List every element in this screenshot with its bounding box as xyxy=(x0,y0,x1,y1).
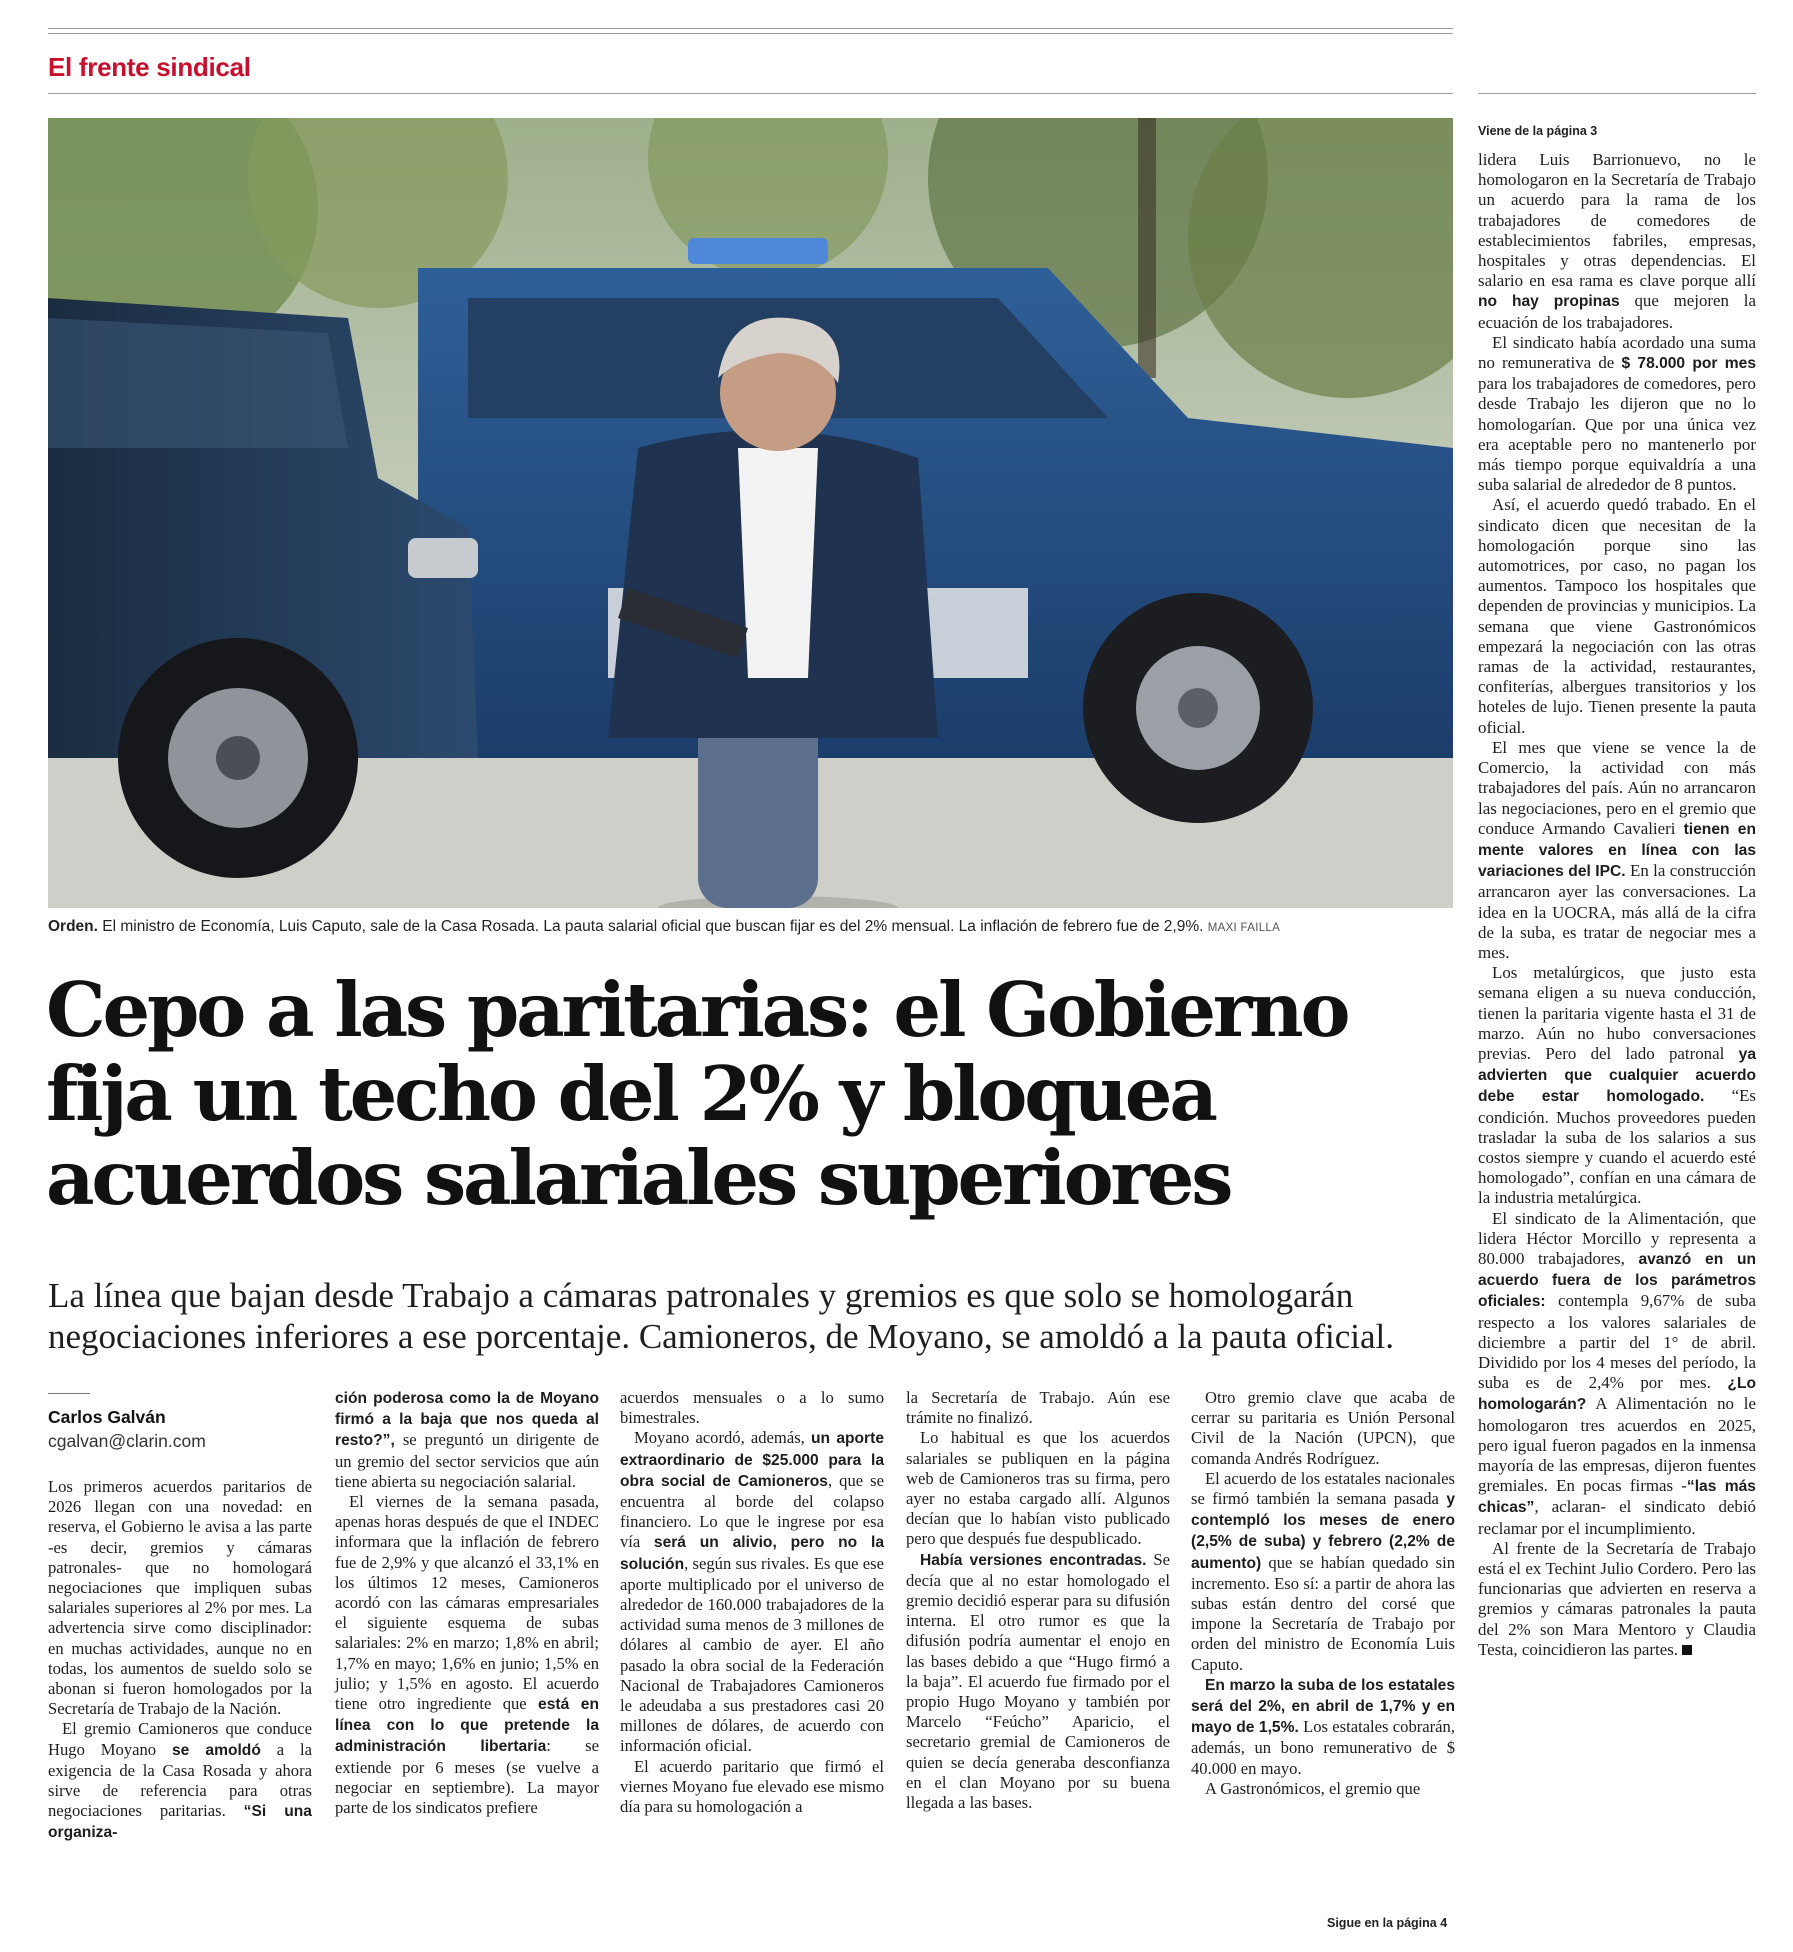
text-span: El sindicato había acordado una suma no remunerativa de xyxy=(1478,332,1756,373)
paragraph xyxy=(48,1719,312,1843)
bold-span: se amoldó xyxy=(171,1741,261,1759)
bold-span: “las más chicas” xyxy=(1478,1478,1756,1517)
paragraph: Otro gremio clave que acaba de cerrar su paritaria es Unión Personal Civil de la Nación (UPCN), que comanda Andrés Rodríguez. xyxy=(1191,1388,1455,1468)
paragraph xyxy=(1478,150,1756,333)
end-of-article-mark xyxy=(1682,1645,1692,1655)
article-column-4 xyxy=(906,1388,1170,1813)
text-span: Moyano acordó, además, xyxy=(634,1428,805,1448)
article-column-5 xyxy=(1191,1388,1455,1799)
paragraph: El acuerdo paritario que firmó el viernes Moyano fue elevado ese mismo día para su homologación a xyxy=(620,1756,884,1817)
deck: La línea que bajan desde Trabajo a cámaras patronales y gremios es que solo se homologarán negociaciones inferiores a ese porcentaje. Camioneros, de Moyano, se amoldó a la pauta oficial. xyxy=(48,1276,1395,1356)
paragraph: Así, el acuerdo quedó trabado. En el sindicato dicen que necesitan de la homologación porque sino las automotrices, por caso, no pagan los aumentos. Tampoco los hospitales que dependen de provincias y municipios. La semana que viene Gastronómicos empezará la negociación con las otras ramas de la actividad, restaurantes, confiterías, albergues transitorios y los hoteles de lujo. Tienen presente la pauta oficial. xyxy=(1478,495,1756,737)
paragraph xyxy=(1191,1469,1455,1675)
lead-photo xyxy=(48,118,1453,908)
byline-name: Carlos Galván xyxy=(48,1407,166,1427)
caption-lead: Orden. xyxy=(48,918,98,935)
paragraph xyxy=(620,1428,884,1756)
section-rule xyxy=(48,93,1453,94)
text-span: se preguntó un dirigente de un gremio del sector servicios que aún tiene abierta su negociación salarial. xyxy=(335,1430,599,1491)
article-column-6 xyxy=(1478,150,1756,1660)
text-span: Al frente de la Secretaría de Trabajo está el ex Techint Julio Cordero. Pero las funcionarias que advierten en reserva a gremios y cámaras patronales la pauta del 2% son Mara Mentoro y Claudia Testa, coincidieron las partes. xyxy=(1478,1538,1756,1659)
paragraph: A Gastronómicos, el gremio que xyxy=(1205,1778,1421,1798)
paragraph: Los primeros acuerdos paritarios de 2026 llegan con una novedad: en reserva, el Gobierno le avisa a las parte -es decir, gremios y cámaras patronales- que no homologará negociaciones que impliquen subas salariales superiores al 2% por mes. La advertencia sirve como disciplinador: en muchas actividades, aunque no en todas, los aumentos de sueldo solo se abonan si fueron homologados por la Secretaría de Trabajo de la Nación. xyxy=(48,1477,312,1719)
continued-from-page-3: Viene de la página 3 xyxy=(1478,124,1598,138)
bold-span: no hay propinas xyxy=(1478,293,1620,311)
bold-span: “Si una organiza- xyxy=(48,1803,312,1842)
text-span: En la construcción arrancaron ayer las conversaciones. La idea en la UOCRA, más allá de la cifra de la suba, es tratar de negociar mes a mes. xyxy=(1478,861,1757,962)
section-label: El frente sindical xyxy=(48,52,251,82)
text-span: que mejoren la ecuación de los trabajadores. xyxy=(1478,291,1756,332)
caption-text: El ministro de Economía, Luis Caputo, sale de la Casa Rosada. La pauta salarial oficial que buscan fijar es del 2% mensual. La inflación de febrero fue de 2,9%. xyxy=(102,918,1204,935)
text-span: contempla 9,67% de suba respecto a los valores salariales de diciembre a partir del 1° de abril. Dividido por los 4 meses del período, la suba es de 2,4% por mes. xyxy=(1478,1291,1756,1393)
bold-span: ya advierten que cualquier acuerdo debe estar homologado. xyxy=(1478,1045,1756,1106)
paragraph xyxy=(1478,1209,1756,1539)
byline-email: cgalvan@clarin.com xyxy=(48,1431,206,1451)
text-span: Los metalúrgicos, que justo esta semana eligen a su nueva conducción, tienen la paritaria vigente hasta el 31 de marzo. Aún no hubo conversaciones previas. Pero del lado patronal xyxy=(1478,963,1756,1063)
bold-span: está en línea con lo que pretende la administración libertaria xyxy=(335,1696,599,1756)
bold-span: ción poderosa como la de Moyano firmó a la baja que nos queda al resto?”, xyxy=(335,1390,599,1450)
bold-span: Había versiones encontradas. xyxy=(920,1551,1147,1569)
sidebar-rule xyxy=(1478,93,1756,94)
text-span: El sindicato de la Alimentación, que lidera Héctor Morcillo y representa a 80.000 trabajadores, xyxy=(1478,1208,1756,1268)
bold-span: tienen en mente valores en línea con las variaciones del IPC. xyxy=(1478,820,1757,881)
bold-span: En marzo la suba de los estatales será del 2%, en abril de 1,7% y en mayo de 1,5%. xyxy=(1191,1676,1455,1737)
text-span: , según sus rivales. Es que ese aporte multiplicado por el universo de alrededor de 160.000 trabajadores de la actividad suma menos de 3 millones de dólares al cambio de ayer. El año pasado la obra social de la Federación Nacional de Trabajadores Camioneros le adeudaba a sus prestadores casi 20 millones de dólares, de acuerdo con información oficial. xyxy=(620,1553,884,1756)
text-span: lidera Luis Barrionuevo, no le homologaron en la Secretaría de Trabajo un acuerdo para la rama de los trabajadores de comedores de establecimientos fabriles, empresas, hospitales y otras dependencias. El salario en esa rama es clave porque allí xyxy=(1478,150,1756,291)
paragraph: acuerdos mensuales o a lo sumo bimestrales. xyxy=(620,1388,884,1428)
headline-line-2: fija un techo del 2% y bloquea xyxy=(46,1050,1215,1138)
text-span: A Alimentación no le homologaron tres acuerdos en 2025, pero igual fueron pagados en la inmensa mayoría de las empresas, dijeron fuentes gremiales. En pocas firmas - xyxy=(1478,1394,1756,1496)
article-column-1 xyxy=(48,1477,312,1844)
text-span: El viernes de la semana pasada, apenas horas después de que el INDEC informara que la inflación de febrero fue de 2,9% y que alcanzó el 33,1% en los últimos 12 meses, Camioneros acordó con las cámaras empresariales el siguiente esquema de subas salariales: 2% en marzo; 1,8% en abril; 1,7% en mayo; 1,6% en junio; 1,5% en julio; y 1,5% en agosto. El acuerdo tiene otro ingrediente que xyxy=(335,1492,599,1714)
bold-span: avanzó en un acuerdo fuera de los parámetros oficiales: xyxy=(1478,1250,1756,1311)
paragraph xyxy=(335,1388,599,1492)
headline xyxy=(46,968,1446,1220)
paragraph xyxy=(335,1492,599,1818)
text-span: , aclaran- el sindicato debió reclamar por el incumplimiento. xyxy=(1478,1497,1756,1538)
text-span: Los estatales cobrarán, además, un bono remunerativo de $ 40.000 en mayo. xyxy=(1191,1717,1455,1778)
photo-credit: MAXI FAILLA xyxy=(1207,922,1281,934)
byline-rule xyxy=(48,1393,90,1394)
text-span: Se decía que al no estar homologado el gremio decidió esperar para su difusión interna. El otro rumor es que la difusión podría aumentar el enojo en las bases debido a que “Hugo firmó a la baja”. El acuerdo fue firmado por el propio Hugo Moyano y también por Marcelo “Feúcho” Aparicio, el secretario gremial de Camioneros de quien se decía generaba desconfianza en el clan Moyano por su buena llegada a las bases. xyxy=(906,1549,1170,1813)
text-span: a la exigencia de la Casa Rosada y ahora sirve de referencia para otras negociaciones paritarias. xyxy=(48,1739,312,1821)
paragraph xyxy=(1478,963,1756,1208)
article-column-2 xyxy=(335,1388,599,1818)
bold-span: será un alivio, pero no la solución xyxy=(620,1534,884,1573)
text-span: : se extiende por 6 meses (se vuelve a negociar en septiembre). La mayor parte de los sindicatos prefiere xyxy=(335,1736,599,1818)
bold-span: $ 78.000 por mes xyxy=(1621,355,1756,373)
text-span: El acuerdo de los estatales nacionales se firmó también la semana pasada xyxy=(1191,1468,1455,1509)
photo-illustration xyxy=(48,118,1453,908)
headline-line-3: acuerdos salariales superiores xyxy=(46,1134,1231,1222)
bold-span: un aporte extraordinario de $25.000 para la obra social de Camioneros xyxy=(620,1430,884,1490)
article-column-3 xyxy=(620,1388,884,1817)
paragraph xyxy=(1478,1539,1756,1660)
text-span: El mes que viene se vence la de Comercio, la actividad con más trabajadores del país. Aún no arrancaron las negociaciones, pero en el gremio que conduce Armando Cavalieri xyxy=(1478,737,1756,838)
photo-caption xyxy=(48,918,1453,936)
paragraph xyxy=(906,1550,1170,1814)
text-span: , que se encuentra al borde del colapso financiero. Lo que le ingrese por esa vía xyxy=(620,1470,884,1552)
bold-span: ¿Lo homologarán? xyxy=(1478,1375,1756,1414)
top-rule-double-2 xyxy=(48,33,1453,34)
text-span: El gremio Camioneros que conduce Hugo Moyano xyxy=(48,1719,312,1759)
paragraph: Lo habitual es que los acuerdos salariales se publiquen en la página web de Camioneros tras su firma, pero ayer no estaba cargado allí. Algunos decían que lo habían visto publicado pero que después fue despublicado. xyxy=(906,1428,1170,1549)
bold-span: y contempló los meses de enero (2,5% de suba) y febrero (2,2% de aumento) xyxy=(1191,1491,1455,1572)
paragraph xyxy=(1478,738,1756,963)
text-span: “Es condición. Muchos proveedores pueden trasladar la suba de los salarios a sus costos siempre y cuando el acuerdo esté homologado”, confían en una cámara de la industria metalúrgica. xyxy=(1478,1086,1756,1208)
text-span: para los trabajadores de comedores, pero desde Trabajo les dijeron que no lo homologarían. Que por una única vez era aceptable pero no mantenerlo por más tiempo porque equivaldría a una suba salarial de alrededor de 8 puntos. xyxy=(1478,374,1756,495)
text-span: que se habían quedado sin incremento. Eso sí: a partir de ahora las subas están dentro del corsé que impone la Secretaría de Trabajo por orden del ministro de Economía Luis Caputo. xyxy=(1191,1552,1455,1674)
headline-line-1: Cepo a las paritarias: el Gobierno xyxy=(46,966,1348,1054)
paragraph xyxy=(1191,1675,1455,1779)
paragraph: la Secretaría de Trabajo. Aún ese trámite no finalizó. xyxy=(906,1388,1170,1428)
top-rule-double-1 xyxy=(48,28,1453,29)
paragraph xyxy=(1478,333,1756,496)
continues-on-page-4: Sigue en la página 4 xyxy=(1327,1916,1448,1930)
